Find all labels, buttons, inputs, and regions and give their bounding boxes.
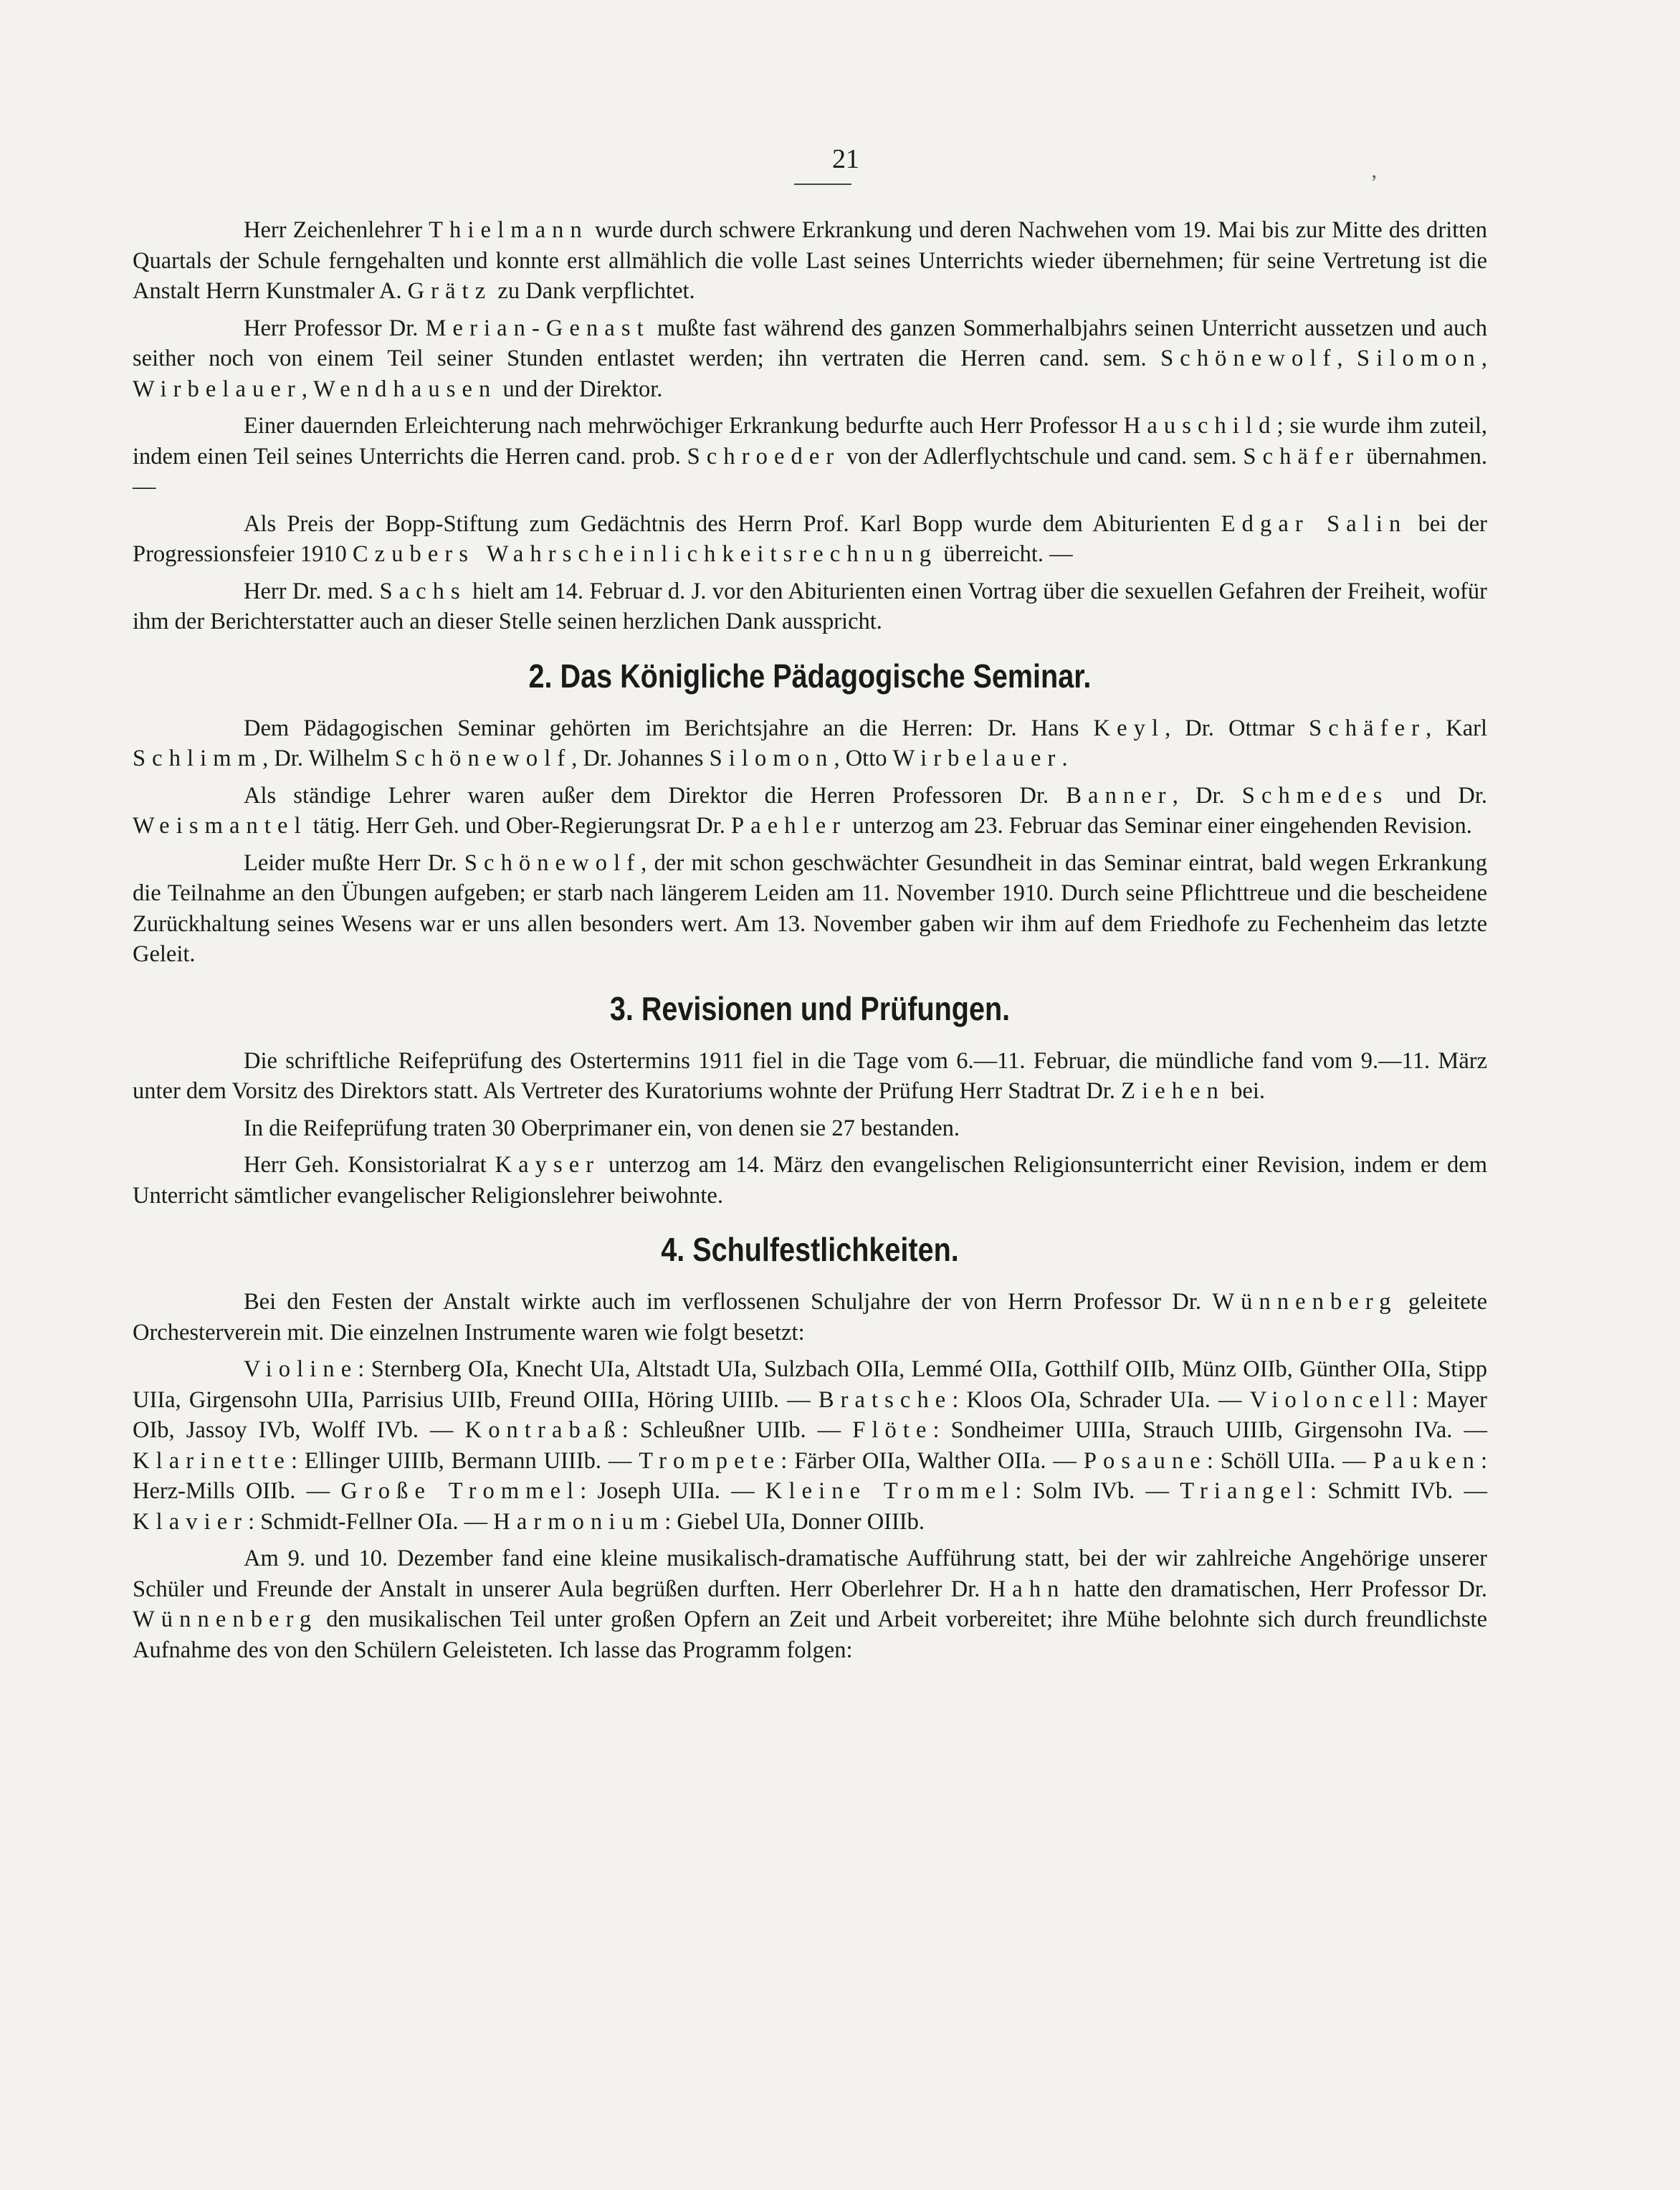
text-run: , xyxy=(1481,346,1488,371)
text-run: Herr Geh. Konsistorialrat xyxy=(244,1152,495,1178)
spaced-name: Keyl xyxy=(1093,715,1165,741)
text-run: , Dr. Wilhelm xyxy=(262,746,396,771)
spaced-name: Wirbelauer xyxy=(133,376,302,402)
text-run: : Joseph UIIa. — xyxy=(580,1478,765,1504)
spaced-name: Banner xyxy=(1066,782,1173,809)
spaced-name: Schroeder xyxy=(687,443,841,470)
spaced-name: Wendhausen xyxy=(313,376,497,402)
text-run: : Kloos OIa, Schrader UIa. — xyxy=(952,1386,1250,1413)
paragraph xyxy=(133,1287,1487,1348)
text-run: , xyxy=(1337,346,1357,371)
section-2 xyxy=(133,656,1487,970)
paragraph xyxy=(133,1046,1487,1107)
spaced-name: Kontrabaß xyxy=(464,1417,622,1443)
spaced-name: Flöte xyxy=(852,1417,933,1443)
spaced-name: Schönewolf xyxy=(1160,346,1337,371)
text-run: : Mayer OIb, Jassoy IVb, Wolff IVb. — xyxy=(133,1386,1487,1443)
section-heading: 2. Das Königliche Pädagogische Seminar. xyxy=(528,657,1092,695)
spaced-name: Trompete xyxy=(639,1447,781,1474)
text-run: mußte fast während des ganzen Sommerhalbjahrs seinen Unterricht aussetzen und auch seither noch von einem Teil seiner Stunden entlastet werden; ihn vertraten die Herren cand. sem. xyxy=(133,315,1487,371)
text-run: den musikalischen Teil unter großen Opfern an Zeit und Arbeit vorbereitet; ihre Mühe belohnte sich durch freundlichste Aufnahme des von den Schülern Geleisteten. Ich lasse das Programm folgen: xyxy=(133,1606,1487,1663)
spaced-name: Klavier xyxy=(133,1508,249,1535)
text-run: übernahmen. — xyxy=(133,443,1487,500)
spaced-name: Kleine Trommel xyxy=(765,1478,1016,1504)
spaced-name: Violine xyxy=(244,1356,358,1382)
paragraph xyxy=(133,411,1487,503)
text-run: Herr Zeichenlehrer xyxy=(244,217,429,243)
text-run: , Otto xyxy=(834,746,893,771)
spaced-name: Wirbelauer xyxy=(892,746,1062,771)
text-run: geleitete Orchesterverein mit. Die einzelnen Instrumente waren wie folgt besetzt: xyxy=(133,1289,1487,1346)
paragraph xyxy=(133,1543,1487,1665)
text-run: , Dr. Ottmar xyxy=(1165,715,1309,741)
text-run: wurde durch schwere Erkrankung und deren Nachwehen vom 19. Mai bis zur Mitte des dritten Quartals der Schule ferngehalten und konnte erst allmählich die volle Last seines Unterrichts wieder übernehmen; für seine Vertretung ist die Anstalt Herrn Kunstmaler A. xyxy=(133,217,1487,304)
text-run: : Solm IVb. — xyxy=(1015,1478,1180,1504)
text-run: : Herz-Mills OIIb. — xyxy=(133,1447,1487,1504)
section-3 xyxy=(133,989,1487,1211)
text-run: unterzog am 23. Februar das Seminar einer eingehenden Revision. xyxy=(846,813,1472,839)
text-run: überreicht. — xyxy=(937,541,1073,567)
text-run: hatte den dramatischen, Herr Professor Dr. xyxy=(1065,1576,1487,1602)
text-run: unterzog am 14. März den evangelischen Religionsunterricht einer Revision, indem er dem Unterricht sämtlicher evangelischer Religionslehrer beiwohnte. xyxy=(133,1152,1487,1209)
paragraph xyxy=(133,713,1487,774)
text-run: hielt am 14. Februar d. J. vor den Abiturienten einen Vortrag über die sexuellen Gefahren der Freiheit, wofür ihm der Berichterstatter auch an dieser Stelle seinen herzlichen Dank ausspricht. xyxy=(133,578,1487,634)
spaced-name: Große Trommel xyxy=(340,1478,581,1504)
spaced-name: Schönewolf xyxy=(464,849,641,876)
spaced-name: Schäfer xyxy=(1309,715,1426,741)
text-run: , xyxy=(301,376,314,402)
spaced-name: Edgar Salin xyxy=(1221,510,1408,537)
spaced-name: Kayser xyxy=(495,1152,601,1178)
text-run: tätig. Herr Geh. und Ober-Regierungsrat Dr. xyxy=(307,813,732,839)
spaced-name: Schmedes xyxy=(1241,782,1389,809)
text-run: Herr Dr. med. xyxy=(244,578,380,604)
text-run: Leider mußte Herr Dr. xyxy=(244,849,464,876)
spaced-name: Czubers Wahrscheinlichkeitsrechnung xyxy=(352,541,938,567)
spaced-name: Merian-Genast xyxy=(425,315,650,341)
text-run: Als ständige Lehrer waren außer dem Direktor die Herren Professoren Dr. xyxy=(244,782,1066,809)
spaced-name: Paehler xyxy=(731,813,847,839)
text-run: von der Adlerflychtschule und cand. sem. xyxy=(840,443,1244,470)
text-run: zu Dank verpflichtet. xyxy=(492,278,695,304)
section-1 xyxy=(133,215,1487,637)
spaced-name: Wünnenberg xyxy=(1212,1289,1398,1315)
text-run: Die schriftliche Reifeprüfung des Ostertermins 1911 fiel in die Tage vom 6.—11. Februar, die mündliche fand vom 9.—11. März unter dem Vorsitz des Direktors statt. Als Vertreter des Kuratoriums wohnte der Prüfung Herr Stadtrat Dr. xyxy=(133,1047,1487,1104)
page-number-rule xyxy=(794,184,851,185)
text-run: Herr Professor Dr. xyxy=(244,315,426,341)
text-run: ; sie wurde ihm zuteil, indem einen Teil seines Unterrichts die Herren cand. prob. xyxy=(133,413,1487,470)
spaced-name: Violoncell xyxy=(1249,1386,1412,1413)
spaced-name: Hauschild xyxy=(1123,413,1277,439)
text-run: bei. xyxy=(1225,1078,1265,1104)
spaced-name: Schlimm xyxy=(133,746,263,771)
text-run: . xyxy=(1061,746,1068,771)
paragraph xyxy=(133,1354,1487,1537)
document-body xyxy=(133,215,1487,1672)
text-run: Dem Pädagogischen Seminar gehörten im Berichtsjahre an die Herren: Dr. Hans xyxy=(244,715,1094,741)
page-number: 21 xyxy=(832,144,859,174)
paragraph xyxy=(133,576,1487,637)
text-run: : Sternberg OIa, Knecht UIa, Altstadt UIa, Sulzbach OIIa, Lemmé OIIa, Gotthilf OIIb, Münz OIIb, Günther OIIa, Stipp UIIa, Girgensohn UIIa, Parrisius UIIb, Freund OIIIa, Höring UIIIb. — xyxy=(133,1356,1487,1413)
spaced-name: Hahn xyxy=(988,1576,1066,1602)
spaced-name: Triangel xyxy=(1180,1478,1310,1504)
spaced-name: Harmonium xyxy=(493,1508,665,1535)
spaced-name: Klarinette xyxy=(133,1447,291,1474)
spaced-name: Schönewolf xyxy=(395,746,572,771)
spaced-name: Grätz xyxy=(407,278,492,304)
spaced-name: Thielmann xyxy=(429,217,588,243)
scan-speck: ’ xyxy=(1370,171,1378,194)
text-run: , der mit schon geschwächter Gesundheit in das Seminar eintrat, bald wegen Erkrankung die Teilnahme an den Übungen aufgeben; er starb nach längerem Leiden am 11. November 1910. Durch seine Pflichttreue und die bescheidene Zurückhaltung seines Wesens war er uns allen besonders wert. Am 13. November gaben wir ihm auf dem Friedhofe zu Fechenheim das letzte Geleit. xyxy=(133,849,1487,967)
spaced-name: Silomon xyxy=(709,746,834,771)
spaced-name: Schäfer xyxy=(1243,443,1360,470)
text-run: , Dr. xyxy=(1172,782,1242,809)
spaced-name: Wünnenberg xyxy=(133,1606,318,1632)
paragraph xyxy=(133,509,1487,570)
paragraph xyxy=(133,313,1487,405)
paragraph xyxy=(133,1113,1487,1144)
section-heading: 4. Schulfestlichkeiten. xyxy=(661,1231,959,1268)
text-run: Am 9. und 10. Dezember fand eine kleine musikalisch-dramatische Aufführung statt, bei der wir zahlreiche Angehörige unserer Schüler und Freunde der Anstalt in unserer Aula begrüßen durften. Herr Oberlehrer Dr. xyxy=(133,1546,1487,1602)
text-run: Bei den Festen der Anstalt wirkte auch im verflossenen Schuljahre der von Herrn Professor Dr. xyxy=(244,1289,1213,1315)
text-run: Einer dauernden Erleichterung nach mehrwöchiger Erkrankung bedurfte auch Herr Professor xyxy=(244,413,1124,439)
spaced-name: Sachs xyxy=(379,578,467,604)
paragraph xyxy=(133,781,1487,842)
spaced-name: Ziehen xyxy=(1121,1078,1226,1104)
text-run: : Schmitt IVb. — xyxy=(1309,1478,1487,1504)
text-run: : Schöll UIIa. — xyxy=(1206,1447,1373,1474)
spaced-name: Weismantel xyxy=(133,813,307,839)
paragraph xyxy=(133,1150,1487,1211)
text-run: , Karl xyxy=(1426,715,1488,741)
text-run: In die Reifeprüfung traten 30 Oberprimaner ein, von denen sie 27 bestanden. xyxy=(244,1115,960,1141)
paragraph xyxy=(133,848,1487,970)
spaced-name: Silomon xyxy=(1357,346,1481,371)
text-run: : Schmidt-Fellner OIa. — xyxy=(248,1508,494,1535)
text-run: , Dr. Johannes xyxy=(571,746,710,771)
text-run: : Schleußner UIIb. — xyxy=(621,1417,853,1443)
text-run: : Ellinger UIIIb, Bermann UIIIb. — xyxy=(290,1447,639,1474)
text-run: und Dr. xyxy=(1388,782,1488,809)
text-run: : Sondheimer UIIIa, Strauch UIIIb, Girgensohn IVa. — xyxy=(932,1417,1487,1443)
spaced-name: Pauken xyxy=(1373,1447,1481,1474)
paragraph xyxy=(133,215,1487,307)
spaced-name: Posaune xyxy=(1083,1447,1207,1474)
spaced-name: Bratsche xyxy=(818,1386,953,1413)
text-run: bei der Progressionsfeier 1910 xyxy=(133,510,1487,567)
text-run: : Färber OIIa, Walther OIIa. — xyxy=(781,1447,1084,1474)
text-run: Als Preis der Bopp-Stiftung zum Gedächtnis des Herrn Prof. Karl Bopp wurde dem Abiturienten xyxy=(244,510,1221,537)
text-run: und der Direktor. xyxy=(497,376,663,402)
section-heading: 3. Revisionen und Prüfungen. xyxy=(609,989,1011,1027)
text-run: : Giebel UIa, Donner OIIIb. xyxy=(664,1508,925,1535)
section-4 xyxy=(133,1229,1487,1665)
